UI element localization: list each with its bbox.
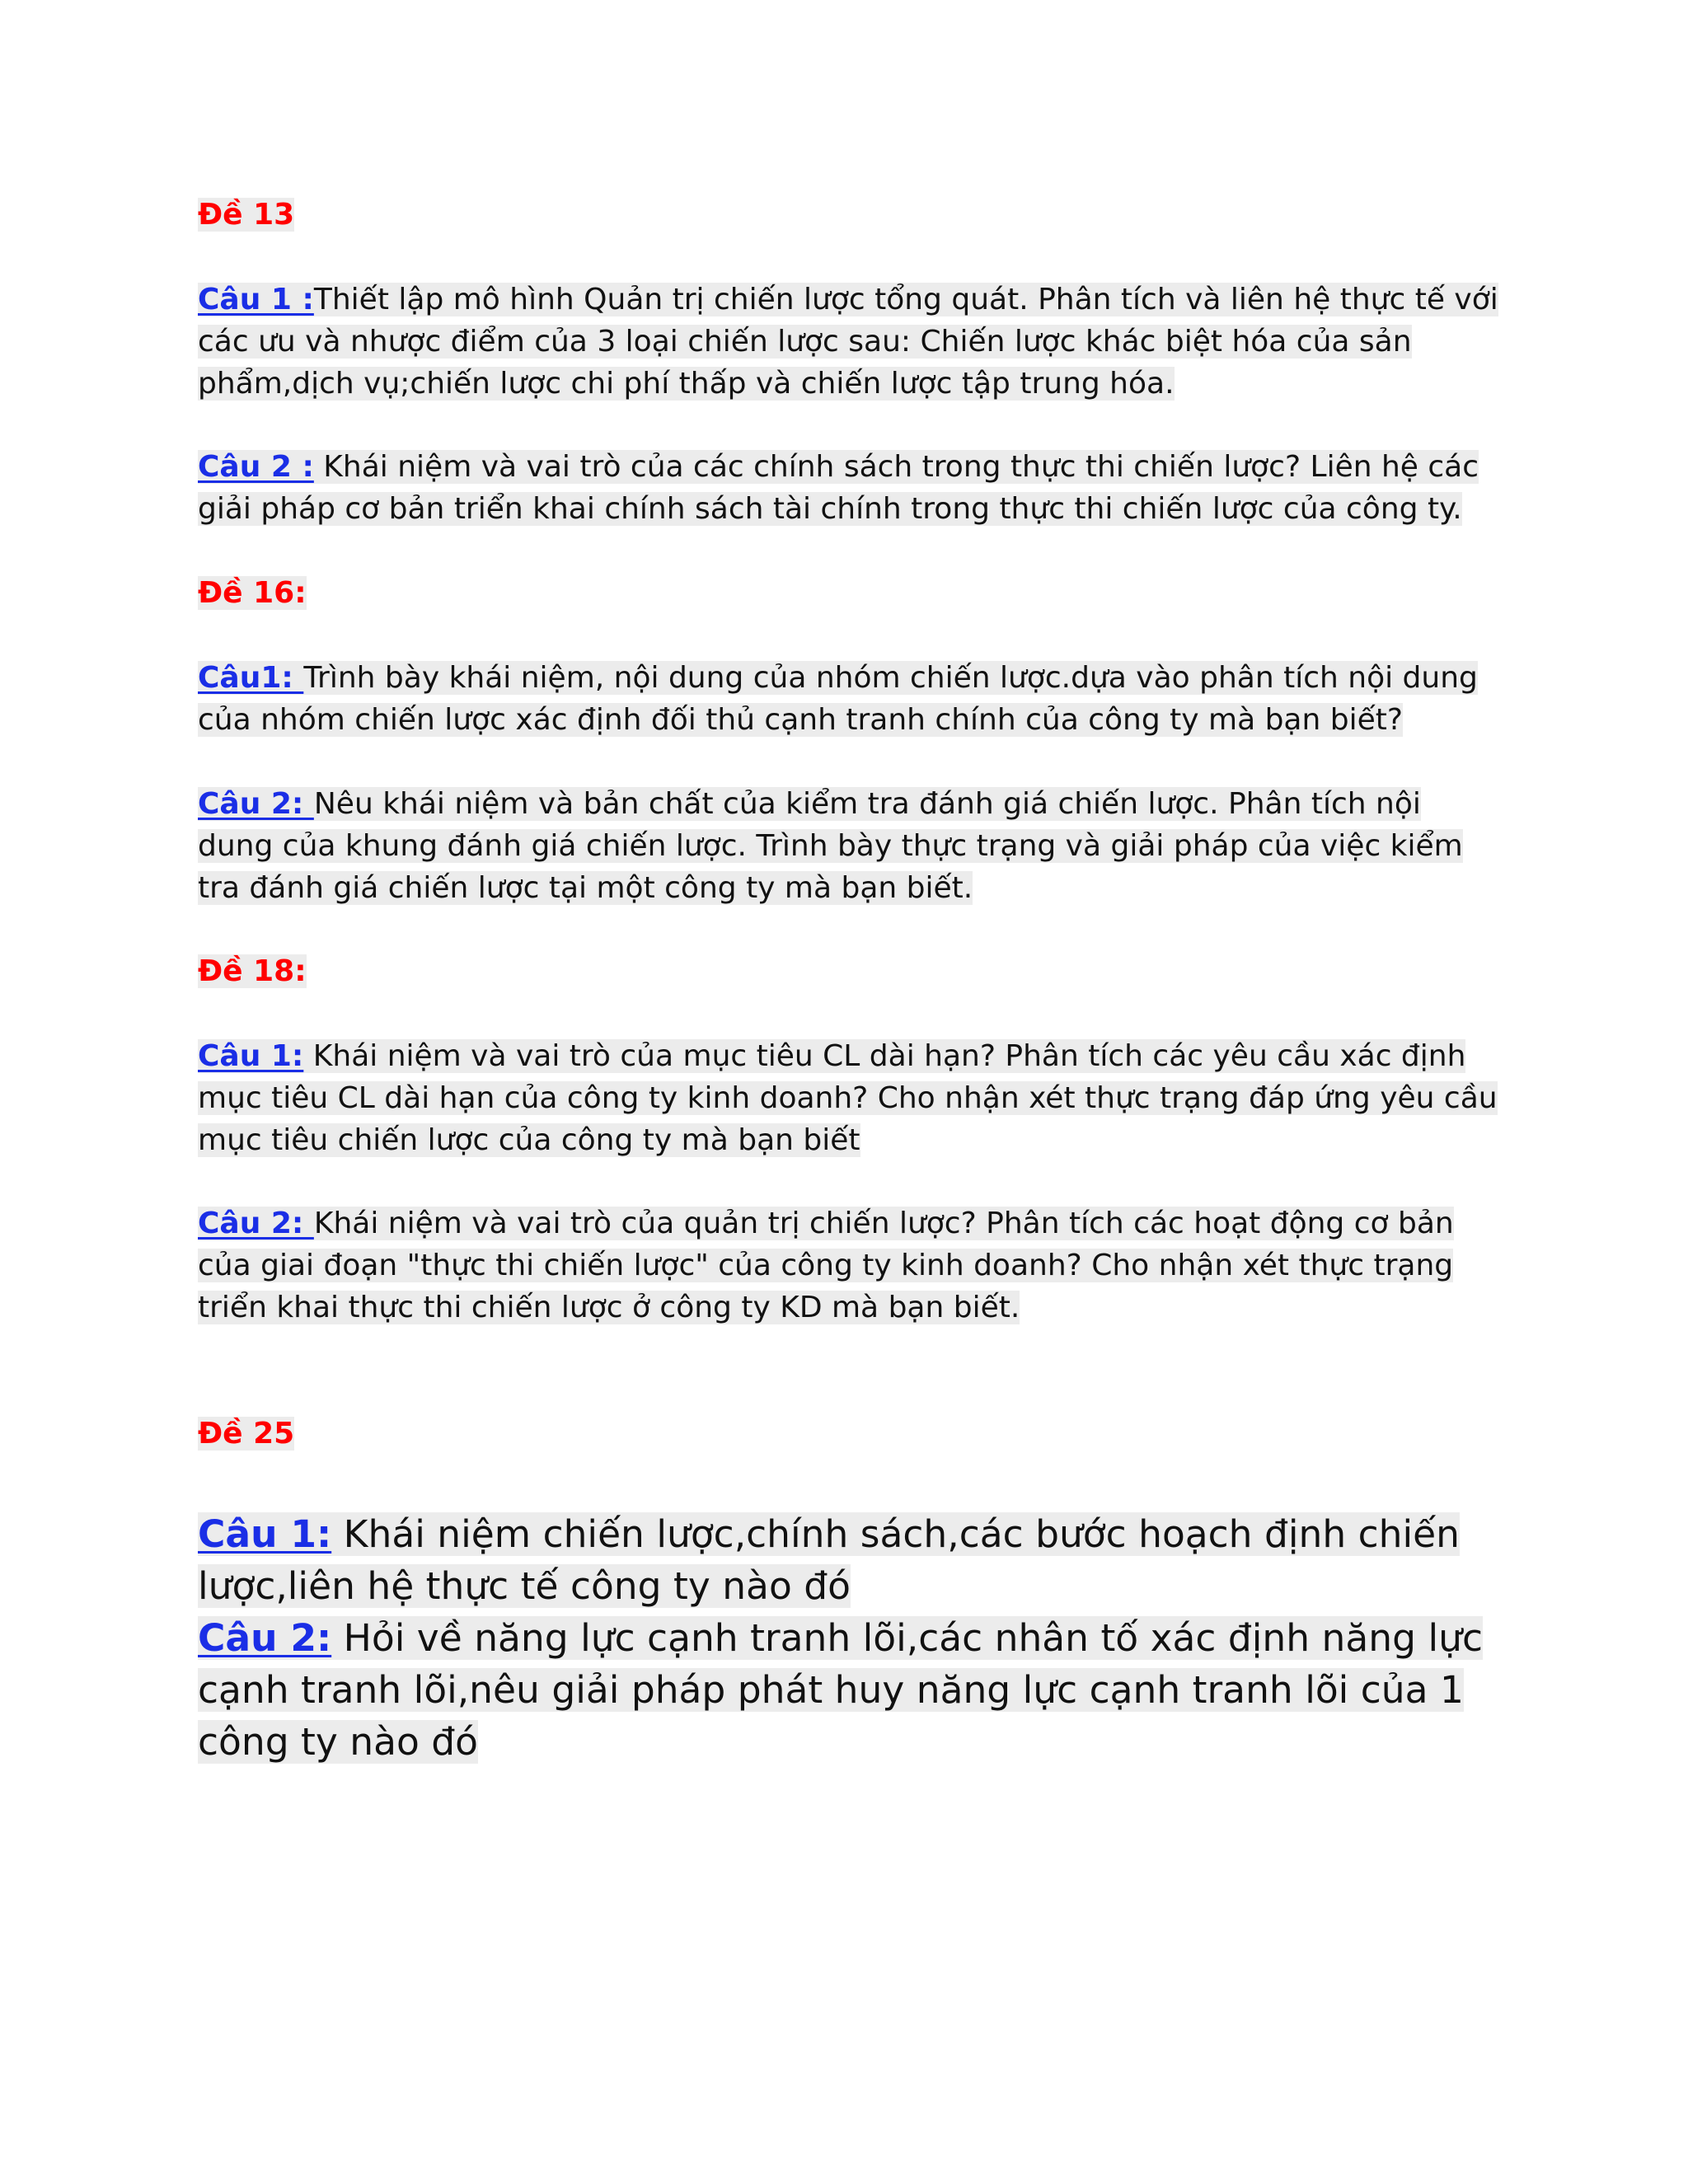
- question-de13-cau2: [198, 446, 1500, 530]
- question-text: Khái niệm chiến lược,chính sách,các bước hoạch định chiến lược,liên hệ thực tế công ty nào đó: [198, 1512, 1460, 1608]
- question-text: Trình bày khái niệm, nội dung của nhóm chiến lược.dựa vào phân tích nội dung của nhóm chiến lược xác định đối thủ cạnh tranh chính của công ty mà bạn biết?: [198, 661, 1478, 737]
- question-label[interactable]: Câu 1 :: [198, 283, 314, 316]
- question-text: Khái niệm và vai trò của các chính sách trong thực thi chiến lược? Liên hệ các giải pháp cơ bản triển khai chính sách tài chính trong thực thi chiến lược của công ty.: [198, 450, 1479, 526]
- question-de16-cau1: [198, 657, 1500, 741]
- section-heading-de-16: Đề 16:: [198, 576, 307, 610]
- question-label[interactable]: Câu 2 :: [198, 450, 314, 484]
- question-text: Hỏi về năng lực cạnh tranh lõi,các nhân tố xác định năng lực cạnh tranh lõi,nêu giải pháp phát huy năng lực cạnh tranh lõi của 1 công ty nào đó: [198, 1616, 1483, 1764]
- question-de18-cau2: [198, 1202, 1500, 1329]
- question-de13-cau1: [198, 279, 1500, 405]
- question-de25-cau1: [198, 1508, 1500, 1612]
- question-label[interactable]: Câu 2:: [198, 787, 314, 821]
- question-label[interactable]: Câu 1:: [198, 1039, 304, 1073]
- question-text: Nêu khái niệm và bản chất của kiểm tra đánh giá chiến lược. Phân tích nội dung của khung đánh giá chiến lược. Trình bày thực trạng và giải pháp của việc kiểm tra đánh giá chiến lược tại một công ty mà bạn biết.: [198, 787, 1463, 905]
- section-heading-de-25: Đề 25: [198, 1417, 295, 1451]
- question-label[interactable]: Câu 1:: [198, 1512, 332, 1556]
- question-label[interactable]: Câu1:: [198, 661, 304, 695]
- question-text: Khái niệm và vai trò của mục tiêu CL dài hạn? Phân tích các yêu cầu xác định mục tiêu CL dài hạn của công ty kinh doanh? Cho nhận xét thực trạng đáp ứng yêu cầu mục tiêu chiến lược của công ty mà bạn biết: [198, 1039, 1498, 1157]
- question-text: Khái niệm và vai trò của quản trị chiến lược? Phân tích các hoạt động cơ bản của giai đoạn "thực thi chiến lược" của công ty kinh doanh? Cho nhận xét thực trạng triển khai thực thi chiến lược ở công ty KD mà bạn biết.: [198, 1207, 1454, 1324]
- question-label[interactable]: Câu 2:: [198, 1616, 332, 1660]
- question-text: Thiết lập mô hình Quản trị chiến lược tổng quát. Phân tích và liên hệ thực tế với các ưu và nhược điểm của 3 loại chiến lược sau: Chiến lược khác biệt hóa của sản phẩm,dịch vụ;chiến lược chi phí thấp và chiến lược tập trung hóa.: [198, 283, 1498, 401]
- section-heading-de-18: Đề 18:: [198, 954, 307, 988]
- question-de16-cau2: [198, 783, 1500, 909]
- question-label[interactable]: Câu 2:: [198, 1207, 314, 1240]
- question-de18-cau1: [198, 1035, 1500, 1161]
- question-de25-cau2: [198, 1612, 1500, 1768]
- section-heading-de-13: Đề 13: [198, 198, 295, 232]
